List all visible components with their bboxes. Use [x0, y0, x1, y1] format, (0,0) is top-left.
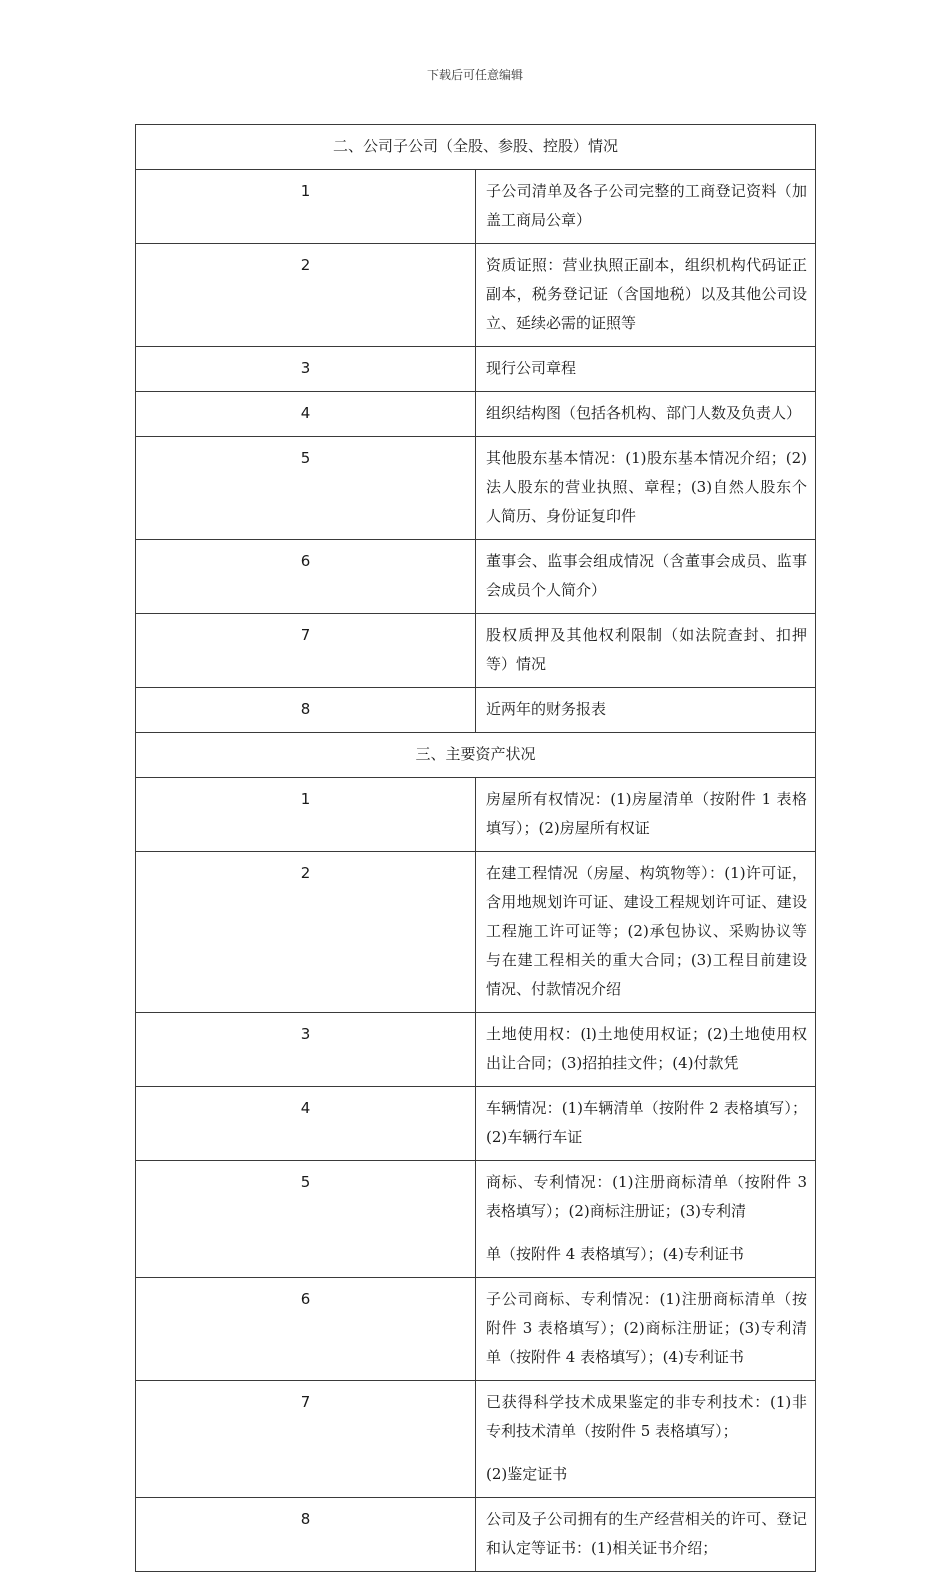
description-paragraph: 子公司商标、专利情况：(1)注册商标清单（按附件 3 表格填写）；(2)商标注册证；(3)专利清单（按附件 4 表格填写）；(4)专利证书	[486, 1290, 807, 1366]
description-paragraph: 现行公司章程	[486, 359, 577, 377]
table-row	[136, 1013, 816, 1087]
section-title: 三、主要资产状况	[136, 733, 816, 778]
row-number: 7	[136, 614, 476, 688]
table-row	[136, 540, 816, 614]
table-row	[136, 688, 816, 733]
row-number: 2	[136, 244, 476, 347]
table-row	[136, 392, 816, 437]
row-number: 1	[136, 778, 476, 852]
description-paragraph: 公司及子公司拥有的生产经营相关的许可、登记和认定等证书：(1)相关证书介绍；	[486, 1510, 807, 1557]
description-paragraph: 股权质押及其他权利限制（如法院查封、扣押等）情况	[486, 626, 807, 673]
table-row	[136, 852, 816, 1013]
table-row	[136, 1381, 816, 1498]
table-row	[136, 170, 816, 244]
description-paragraph: (2)鉴定证书	[486, 1465, 568, 1483]
description-paragraph: 车辆情况：(1)车辆清单（按附件 2 表格填写）；(2)车辆行车证	[486, 1099, 807, 1146]
row-number: 2	[136, 852, 476, 1013]
row-description	[476, 244, 816, 347]
row-number: 6	[136, 1278, 476, 1381]
table-row	[136, 1161, 816, 1278]
description-paragraph: 董事会、监事会组成情况（含董事会成员、监事会成员个人简介）	[486, 552, 807, 599]
row-number: 4	[136, 1087, 476, 1161]
section-title: 二、公司子公司（全股、参股、控股）情况	[136, 125, 816, 170]
row-number: 7	[136, 1381, 476, 1498]
row-description	[476, 1087, 816, 1161]
row-description	[476, 1381, 816, 1498]
row-number: 3	[136, 1013, 476, 1087]
row-description	[476, 392, 816, 437]
row-description	[476, 1278, 816, 1381]
description-paragraph: 子公司清单及各子公司完整的工商登记资料（加盖工商局公章）	[486, 182, 807, 229]
section-header-row	[136, 733, 816, 778]
document-table	[135, 124, 816, 1572]
row-description	[476, 347, 816, 392]
row-description	[476, 540, 816, 614]
row-number: 8	[136, 1498, 476, 1572]
table-row	[136, 614, 816, 688]
row-description	[476, 614, 816, 688]
description-paragraph: 近两年的财务报表	[486, 700, 607, 718]
row-number: 8	[136, 688, 476, 733]
description-paragraph: 组织结构图（包括各机构、部门人数及负责人）	[486, 404, 802, 422]
row-description	[476, 170, 816, 244]
table-row	[136, 1278, 816, 1381]
description-paragraph: 房屋所有权情况：(1)房屋清单（按附件 1 表格填写）；(2)房屋所有权证	[486, 790, 807, 837]
description-paragraph: 已获得科学技术成果鉴定的非专利技术：(1)非专利技术清单（按附件 5 表格填写）；	[486, 1393, 807, 1440]
description-paragraph: 在建工程情况（房屋、构筑物等）：(1)许可证，含用地规划许可证、建设工程规划许可证、建设工程施工许可证等；(2)承包协议、采购协议等与在建工程相关的重大合同；(3)工程目前建设情况、付款情况介绍	[486, 864, 807, 998]
table-row	[136, 437, 816, 540]
row-description	[476, 437, 816, 540]
row-number: 6	[136, 540, 476, 614]
description-paragraph: 土地使用权：(l)土地使用权证；(2)土地使用权出让合同；(3)招拍挂文件；(4)付款凭	[486, 1025, 807, 1072]
row-description	[476, 778, 816, 852]
description-paragraph: 商标、专利情况：(1)注册商标清单（按附件 3 表格填写）；(2)商标注册证；(3)专利清	[486, 1173, 807, 1220]
section-header-row	[136, 125, 816, 170]
table-row	[136, 1087, 816, 1161]
description-paragraph: 资质证照：营业执照正副本，组织机构代码证正副本，税务登记证（含国地税）以及其他公司设立、延续必需的证照等	[486, 256, 807, 332]
row-description	[476, 1013, 816, 1087]
description-paragraph: 单（按附件 4 表格填写）；(4)专利证书	[486, 1245, 744, 1263]
row-number: 3	[136, 347, 476, 392]
row-number: 5	[136, 437, 476, 540]
row-number: 4	[136, 392, 476, 437]
row-description	[476, 1161, 816, 1278]
table-row	[136, 244, 816, 347]
row-number: 1	[136, 170, 476, 244]
table-row	[136, 1498, 816, 1572]
row-description	[476, 852, 816, 1013]
table-row	[136, 778, 816, 852]
row-description	[476, 1498, 816, 1572]
page-header-note: 下载后可任意编辑	[426, 68, 523, 82]
row-number: 5	[136, 1161, 476, 1278]
document-table-body	[136, 125, 816, 1572]
table-row	[136, 347, 816, 392]
description-paragraph: 其他股东基本情况：(1)股东基本情况介绍；(2)法人股东的营业执照、章程；(3)自然人股东个人简历、身份证复印件	[486, 449, 807, 525]
row-description	[476, 688, 816, 733]
